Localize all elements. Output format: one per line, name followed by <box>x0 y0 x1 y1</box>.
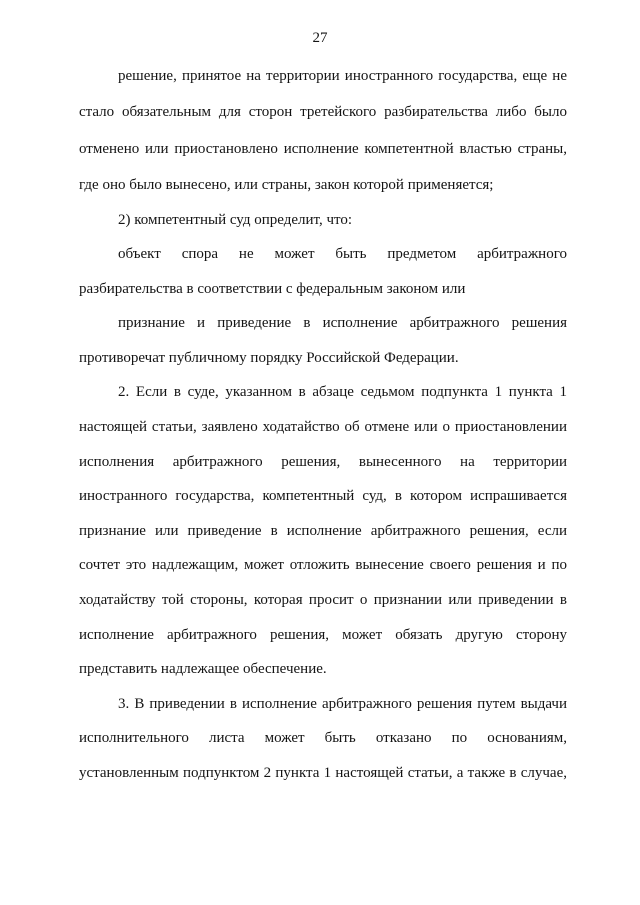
text-line: противоречат публичному порядку Российской Федерации. <box>79 350 459 366</box>
text-line: исполнение арбитражного решения, может обязать другую сторону <box>79 627 567 643</box>
text-line: представить надлежащее обеспечение. <box>79 661 327 677</box>
text-line: ходатайству той стороны, которая просит о признании или приведении в <box>79 592 567 608</box>
text-line: 2. Если в суде, указанном в абзаце седьмом подпункта 1 пункта 1 <box>118 384 567 400</box>
text-line: настоящей статьи, заявлено ходатайство об отмене или о приостановлении <box>79 419 567 435</box>
text-line: стало обязательным для сторон третейского разбирательства либо было <box>79 104 567 120</box>
page-number: 27 <box>312 30 328 46</box>
text-line: отменено или приостановлено исполнение компетентной властью страны, <box>79 141 567 157</box>
text-line: 3. В приведении в исполнение арбитражного решения путем выдачи <box>118 696 567 712</box>
text-line: где оно было вынесено, или страны, закон которой применяется; <box>79 177 494 193</box>
text-line: исполнительного листа может быть отказано по основаниям, <box>79 730 567 746</box>
text-line: решение, принятое на территории иностранного государства, еще не <box>118 68 567 84</box>
text-line: иностранного государства, компетентный суд, в котором испрашивается <box>79 488 567 504</box>
text-line: установленным подпунктом 2 пункта 1 настоящей статьи, а также в случае, <box>79 765 567 781</box>
text-line: объект спора не может быть предметом арбитражного <box>118 246 567 262</box>
text-line: признание и приведение в исполнение арбитражного решения <box>118 315 567 331</box>
text-line: сочтет это надлежащим, может отложить вынесение своего решения и по <box>79 557 567 573</box>
text-line: разбирательства в соответствии с федеральным законом или <box>79 281 466 297</box>
text-line: признание или приведение в исполнение арбитражного решения, если <box>79 523 567 539</box>
text-line: исполнения арбитражного решения, вынесенного на территории <box>79 454 567 470</box>
text-line: 2) компетентный суд определит, что: <box>118 212 353 228</box>
